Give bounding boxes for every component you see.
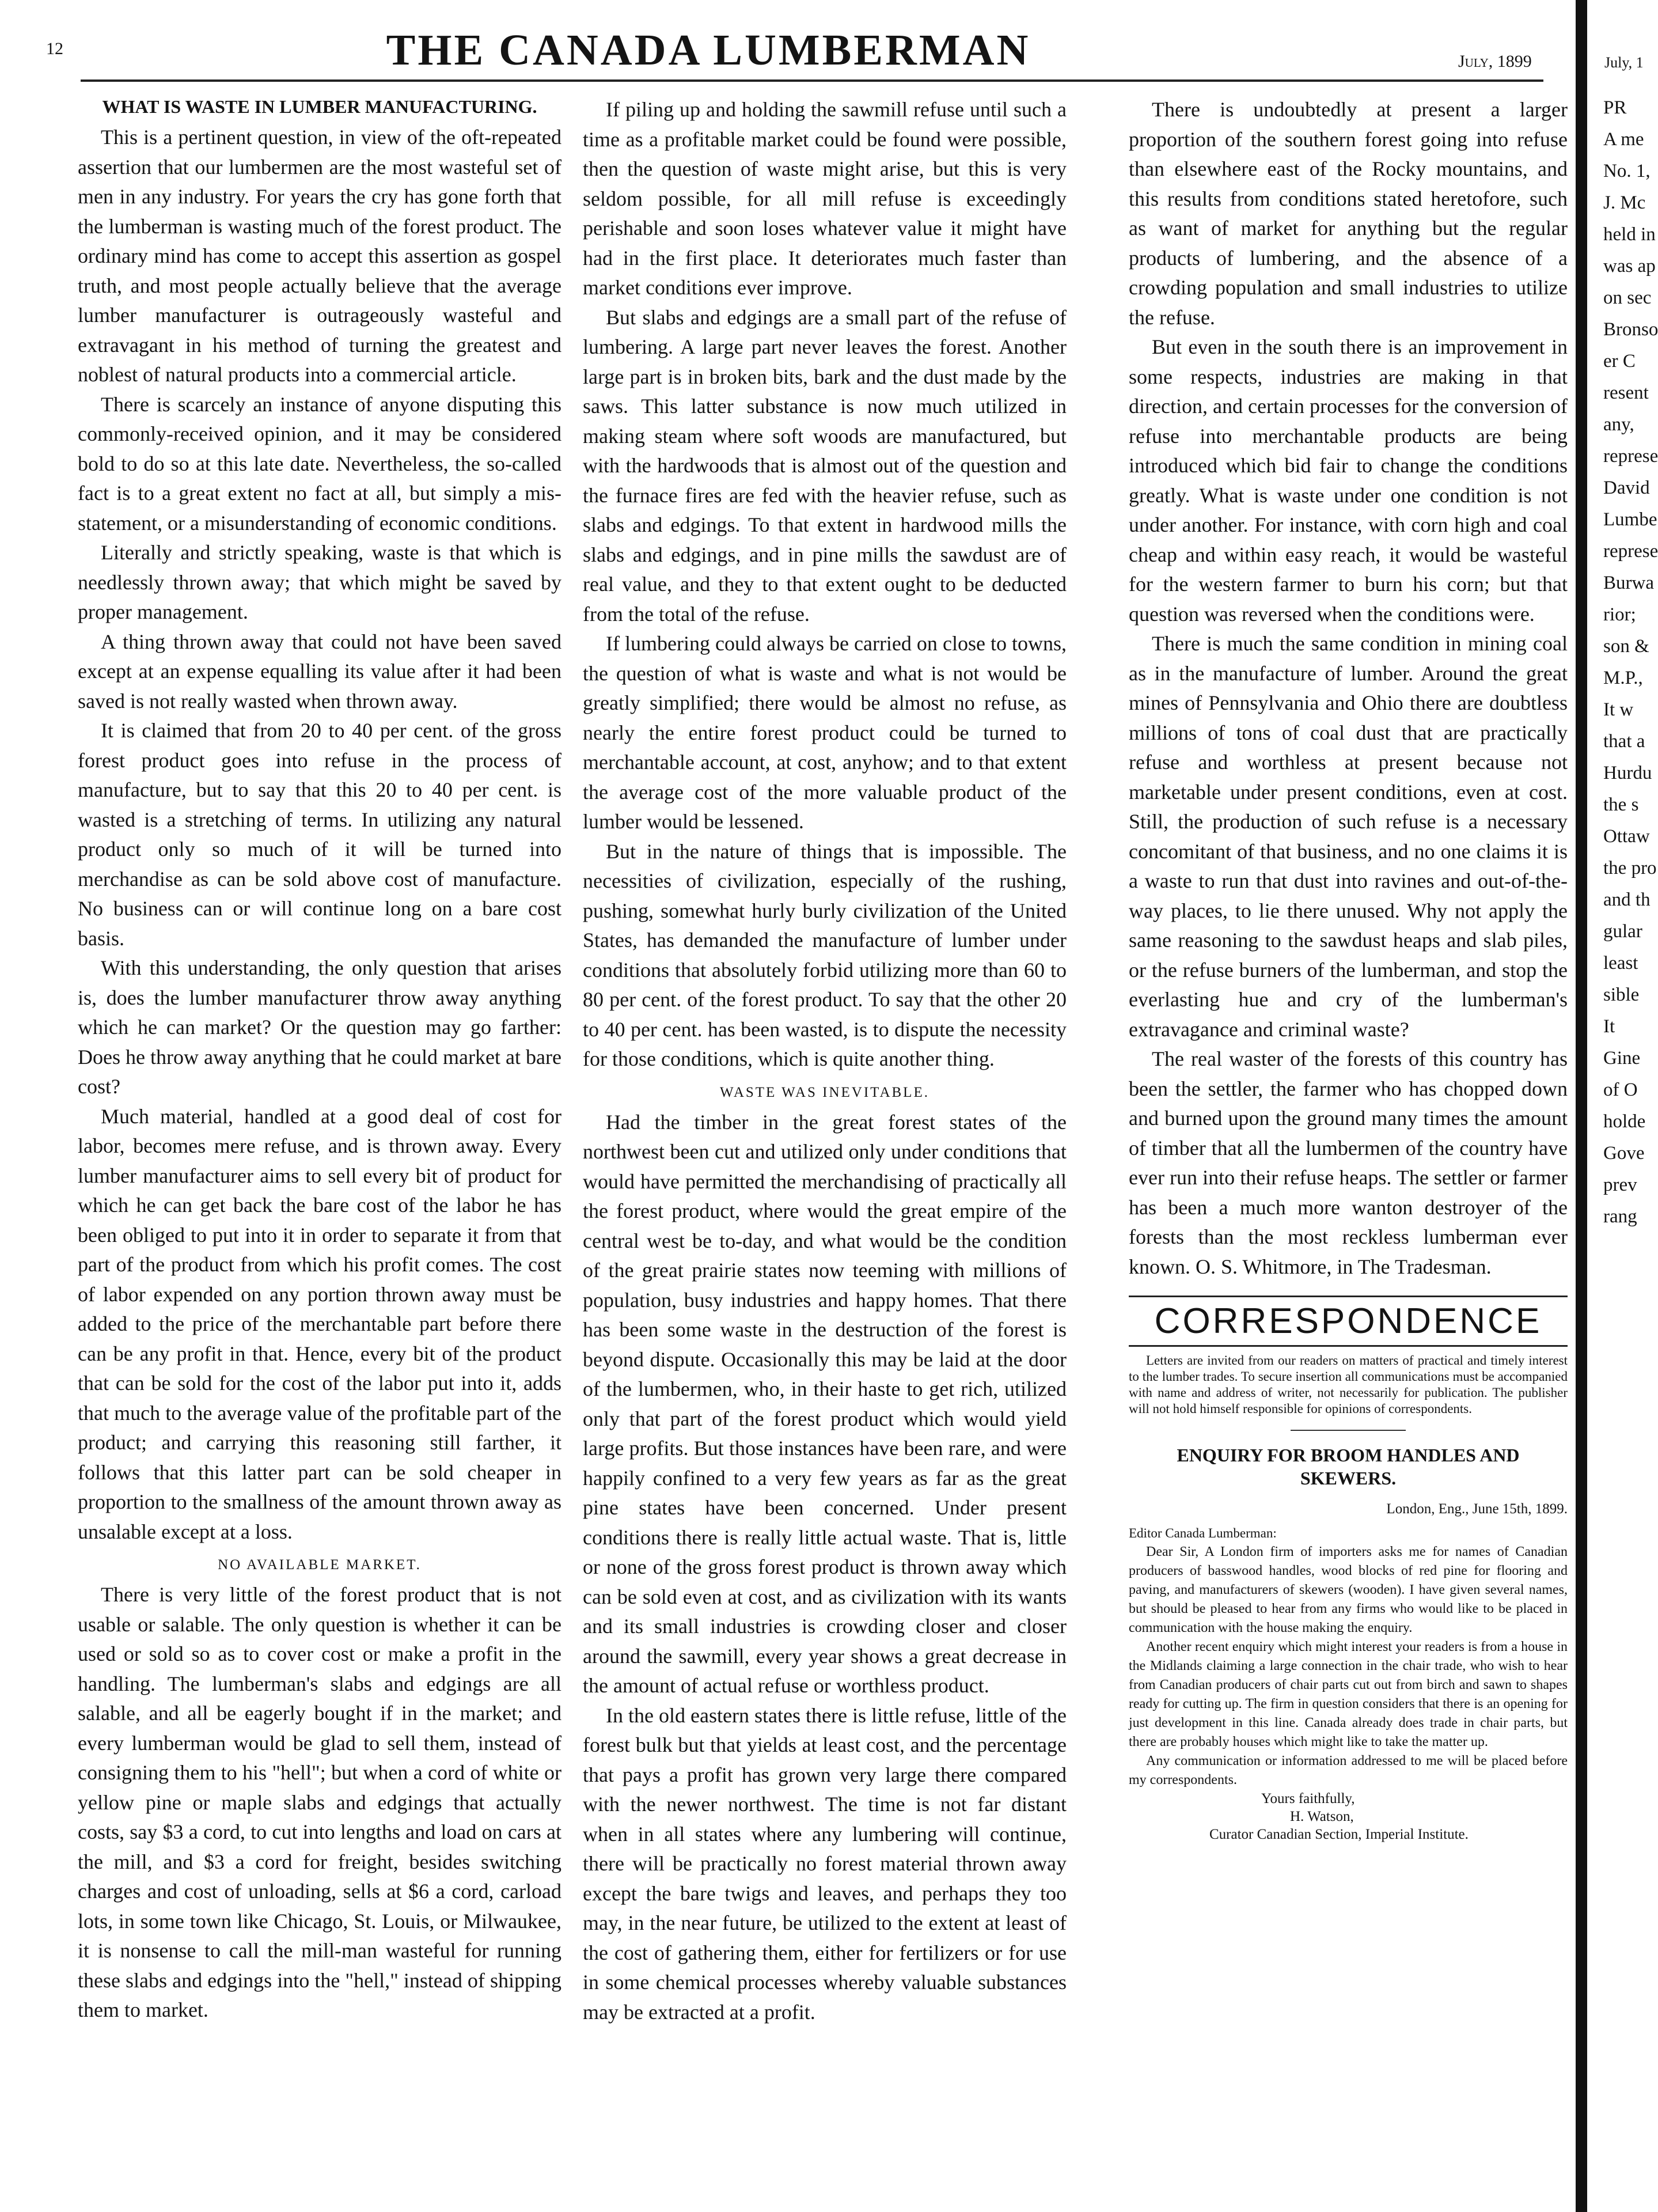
- next-page-fragment: David: [1603, 478, 1650, 498]
- paragraph: There is much the same condition in mining coal as in the manufacture of lumber. Around the great mines of Pennsylvania and Ohio there are doubtless millions of tons of coal dust that are practically refuse and worthless at present because not marketable under present conditions, even at cost. Still, the production of such refuse is a necessary concomitant of that business, and no one claims it is a waste to run that dust into ravines and out-of-the-way places, to lie there unused. Why not apply the same reasoning to the sawdust heaps and slab piles, or the refuse burners of the lumberman, and stop the everlasting hue and cry of the lumberman's extravagance and criminal waste?: [1129, 632, 1568, 1041]
- next-page-fragment: A me: [1603, 129, 1644, 150]
- letter-dateline: London, Eng., June 15th, 1899.: [1386, 1501, 1568, 1517]
- letter-title: ENQUIRY FOR BROOM HANDLES AND SKEWERS.: [1177, 1445, 1520, 1488]
- masthead-title: THE CANADA LUMBERMAN: [386, 26, 1031, 74]
- paragraph: Much material, handled at a good deal of cost for labor, becomes mere refuse, and is thrown away. Every lumber manufacturer aims to sell every bit of product for which he can get back the bare cost of the labor he has been obliged to put into it in order to separate it from that part of the product from which his profit comes. The cost of labor expended on any portion thrown away must be added to the price of the merchantable part before there can be any profit in that. Hence, every bit of the product that can be sold for the cost of the labor put into it, adds that much to the average value of the profitable part of the product; and carrying this reasoning still farther, it follows that this latter part can be sold cheaper in proportion to the smallness of the amount thrown away as unsalable except at a loss.: [78, 1104, 561, 1543]
- paragraph: This is a pertinent question, in view of the oft-repeated assertion that our lumbermen are the most wasteful set of men in any industry. For years the cry has gone forth that the lumberman is wasting much of the forest product. The ordinary mind has come to accept this assertion as gospel truth, and most people actually believe that the average lumber manufacturer is outrageously wasteful and extravagant in his method of turning the greatest and noblest of natural products into a commercial article.: [78, 126, 561, 386]
- paragraph: It is claimed that from 20 to 40 per cent. of the gross forest product goes into refuse in the process of manufacture, but to say that this 20 to 40 per cent. is wasted is a stretching of terms. In utilizing any natural product only so much of it will be turned into merchandise as can be sold above cost of manufacture. No business can or will continue long on a bare cost basis.: [78, 719, 561, 950]
- letter-paragraph: Another recent enquiry which might interest your readers is from a house in the Midlands claiming a large connection in the chair trade, who wish to hear from Canadian producers of chair parts cut out from birch and sawn to shapes ready for cutting up. The firm in question considers that there is an opening for just development in this line. Canada already does trade in chair parts, but there are probably houses which might like to take the matter up.: [1129, 1639, 1568, 1749]
- next-page-fragment: PR: [1603, 97, 1627, 118]
- next-page-fragment: was ap: [1603, 256, 1656, 276]
- correspondence-heading: [1129, 1296, 1568, 1347]
- subhead-waste-inevitable: WASTE WAS INEVITABLE.: [720, 1084, 929, 1100]
- column-3: [1129, 95, 1568, 1843]
- next-page-fragment: Gine: [1603, 1048, 1641, 1069]
- column-1: [78, 95, 561, 2025]
- paragraph: Literally and strictly speaking, waste is that which is needlessly thrown away; that which might be saved by proper management.: [78, 541, 561, 623]
- letter-paragraph: Dear Sir, A London firm of importers asks me for names of Canadian producers of basswood handles, wood blocks of red pine for flooring and paving, and manufacturers of skewers (wooden). I have given several names, but should be pleased to hear from any firms who would like to be placed in communication with the house making the enquiry.: [1129, 1544, 1568, 1635]
- next-page-fragment: Burwa: [1603, 573, 1654, 593]
- next-page-fragment: Bronso: [1603, 319, 1658, 340]
- next-page-fragment: the pro: [1603, 858, 1657, 878]
- paragraph: But in the nature of things that is impossible. The necessities of civilization, especially of the rushing, pushing, somewhat hurly burly civilization of the United States, has demanded the manufacture of lumber under conditions that absolutely forbid utilizing more than 60 to 80 per cent. of the forest product. To say that the other 20 to 40 per cent. has been wasted, is to dispute the necessity for those conditions, which is quite another thing.: [583, 839, 1067, 1070]
- next-page-fragment: and th: [1603, 889, 1651, 910]
- next-page-fragment: Lumbe: [1603, 509, 1657, 530]
- next-page-fragment: er C: [1603, 351, 1636, 372]
- next-page-fragment: represe: [1603, 446, 1658, 467]
- signer-title: Curator Canadian Section, Imperial Institute.: [1209, 1826, 1469, 1842]
- paragraph: With this understanding, the only question that arises is, does the lumber manufacturer throw away anything which he can market? Or the question may go farther: Does he throw away anything that he could market at bare cost?: [78, 956, 561, 1098]
- next-page-fragment: son &: [1603, 636, 1649, 657]
- next-page-fragment: gular: [1603, 921, 1642, 942]
- letter-salutation: Editor Canada Lumberman:: [1129, 1525, 1277, 1540]
- paragraph: The real waster of the forests of this country has been the settler, the farmer who has chopped down and burned upon the ground many times the amount of timber that all the lumbermen of the country have ever run into their refuse heaps. The settler or farmer has been a much more wanton destroyer of the forests than the most reckless lumberman ever known. O. S. Whitmore, in The Tradesman.: [1129, 1047, 1568, 1278]
- next-page-fragment: on sec: [1603, 287, 1652, 308]
- paragraph: There is scarcely an instance of anyone disputing this commonly-received opinion, and it may be considered bold to do so at this late date. Nevertheless, the so-called fact is to a great extent no fact at all, but simply a mis-statement, or a misunderstanding of economic conditions.: [78, 392, 561, 535]
- article-title: WHAT IS WASTE IN LUMBER MANUFACTURING.: [102, 96, 537, 117]
- next-page-fragment: rior;: [1603, 604, 1636, 625]
- next-page-fragments: [1603, 92, 1658, 1233]
- next-page-fragment: resent: [1603, 382, 1649, 403]
- paragraph: There is very little of the forest product that is not usable or salable. The only question is whether it can be used or sold so as to cover cost or make a profit in the handling. The lumberman's slabs and edgings are all salable, and all be eagerly bought if in the market; and every lumberman would be glad to sell them, instead of consigning them to his "hell"; but when a cord of white or yellow pine or maple slabs and edgings that actually costs, say $3 a cord, to cut into lengths and load on cars at the mill, and $3 a cord for freight, besides switching charges and cost of unloading, sells at $6 a cord, carload lots, in some town like Chicago, St. Louis, or Milwaukee, it is nonsense to call the mill-man wasteful for running these slabs and edgings into the "hell," instead of shipping them to market.: [78, 1583, 561, 2021]
- column-2: [583, 95, 1067, 2027]
- next-page-fragment: that a: [1603, 731, 1645, 752]
- letter-signature: H. Watson,: [1290, 1808, 1354, 1824]
- paragraph: But slabs and edgings are a small part of the refuse of lumbering. A large part never leaves the forest. Another large part is in broken bits, bark and the dust made by the saws. This latter substance is now much utilized in making steam where soft woods are manufactured, but with the hardwoods that is almost out of the question and the furnace fires are fed with the heavier refuse, such as slabs and edgings. To that extent in hardwood mills the slabs and edgings, and in pine mills the sawdust are of real value, and they to that extent ought to be deducted from the total of the refuse.: [583, 305, 1067, 626]
- next-page-fragment: rang: [1603, 1206, 1637, 1227]
- next-page-fragment: prev: [1603, 1175, 1637, 1195]
- issue-date: July, 1899: [1458, 52, 1532, 71]
- next-page-fragment: Hurdu: [1603, 763, 1652, 783]
- next-page-fragment: Ottaw: [1603, 826, 1650, 847]
- letter-closing: Yours faithfully,: [1261, 1790, 1355, 1806]
- next-page-fragment: any,: [1603, 414, 1634, 435]
- next-page-fragment: Gove: [1603, 1143, 1645, 1164]
- paragraph: There is undoubtedly at present a larger proportion of the southern forest going into refuse than elsewhere east of the Rocky mountains, and this results from conditions stated heretofore, such as want of market for anything but the regular products of lumbering, and the absence of a crowding population and small industries to utilize the refuse.: [1129, 98, 1568, 329]
- paragraph: Had the timber in the great forest states of the northwest been cut and utilized only under conditions that would have permitted the merchandising of practically all the forest product, where would the great empire of the central west be to-day, and what would be the condition of the great prairie states now teeming with millions of population, busy industries and happy homes. That there has been some waste in the destruction of the forest is beyond dispute. Occasionally this may be laid at the door of the lumbermen, who, in their haste to get rich, utilized only that part of the forest product which would yield large profits. But those instances have been rare, and were happily confined to a very few years as far as the great pine states have been concerned. Under present conditions there is really little actual waste. That is, little or none of the gross forest product is thrown away which can be sold even at cost, and as civilization with its wants and its small industries is crowding closer and closer around the sawmill, every year shows a great decrease in the amount of actual refuse or worthless product.: [583, 1110, 1067, 1697]
- next-page-fragment: held in: [1603, 224, 1656, 245]
- next-page-fragment: the s: [1603, 794, 1639, 815]
- next-page-fragment: represe: [1603, 541, 1658, 562]
- next-page-fragment: No. 1,: [1603, 161, 1651, 181]
- page-number: 12: [46, 39, 63, 58]
- separator-rule: [1291, 1430, 1406, 1431]
- next-page-fragment: least: [1603, 953, 1638, 974]
- correspondence-note: Letters are invited from our readers on matters of practical and timely interest to the lumber trades. To secure insertion all communications must be accompanied with name and address of writer, not necessarily for publication. The publisher will not hold himself responsible for opinions of correspondents.: [1129, 1353, 1568, 1416]
- next-page-fragment: holde: [1603, 1111, 1646, 1132]
- paragraph: In the old eastern states there is little refuse, little of the forest bulk but that yields at least cost, and the percentage that pays a profit has grown very large there compared with the newer northwest. The time is not far distant when in all states where any lumbering will continue, there will be practically no forest material thrown away except the bare twigs and leaves, and perhaps they too may, in the near future, be utilized to the extent at least of the cost of gathering them, either for fertilizers or for use in some chemical processes whereby valuable substances may be extracted at a profit.: [583, 1703, 1067, 2024]
- letter-paragraph: Any communication or information addressed to me will be placed before my correspondents.: [1129, 1753, 1568, 1787]
- next-page-fragment: It: [1603, 1016, 1615, 1037]
- subhead-no-market: NO AVAILABLE MARKET.: [218, 1557, 422, 1573]
- next-page-header: July, 1: [1604, 54, 1644, 71]
- next-page-strip: [1587, 0, 1658, 2212]
- next-page-fragment: sible: [1603, 984, 1640, 1005]
- paragraph: If lumbering could always be carried on close to towns, the question of what is waste and what is not would be greatly simplified; there would be almost no refuse, as nearly the entire forest product could be turned to merchantable account, at cost, anyhow; and to that extent the average cost of the more valuable product of the lumber would be lessened.: [583, 632, 1067, 833]
- next-page-fragment: J. Mc: [1603, 192, 1646, 213]
- paragraph: But even in the south there is an improvement in some respects, industries are making in that direction, and certain processes for the conversion of refuse into merchantable products are being introduced which bid fair to change the conditions greatly. What is waste under one condition is not under another. For instance, with corn high and coal cheap and within easy reach, it would be wasteful for the western farmer to burn his corn; but that question was reversed when the conditions were.: [1129, 335, 1568, 626]
- next-page-fragment: of O: [1603, 1080, 1638, 1100]
- header-rule: [81, 79, 1543, 82]
- paragraph: If piling up and holding the sawmill refuse until such a time as a profitable market could be found were possible, then the question of waste might arise, but this is very seldom possible, for all mill refuse is exceedingly perishable and soon loses whatever value it might have had in the first place. It deteriorates much faster than market conditions ever improve.: [583, 98, 1067, 299]
- paragraph: A thing thrown away that could not have been saved except at an expense equalling its value after it had been saved is not really wasted when thrown away.: [78, 630, 561, 713]
- next-page-fragment: It w: [1603, 699, 1634, 720]
- next-page-fragment: M.P.,: [1603, 668, 1643, 688]
- correspondence-heading-text: CORRESPONDENCE: [1154, 1301, 1542, 1341]
